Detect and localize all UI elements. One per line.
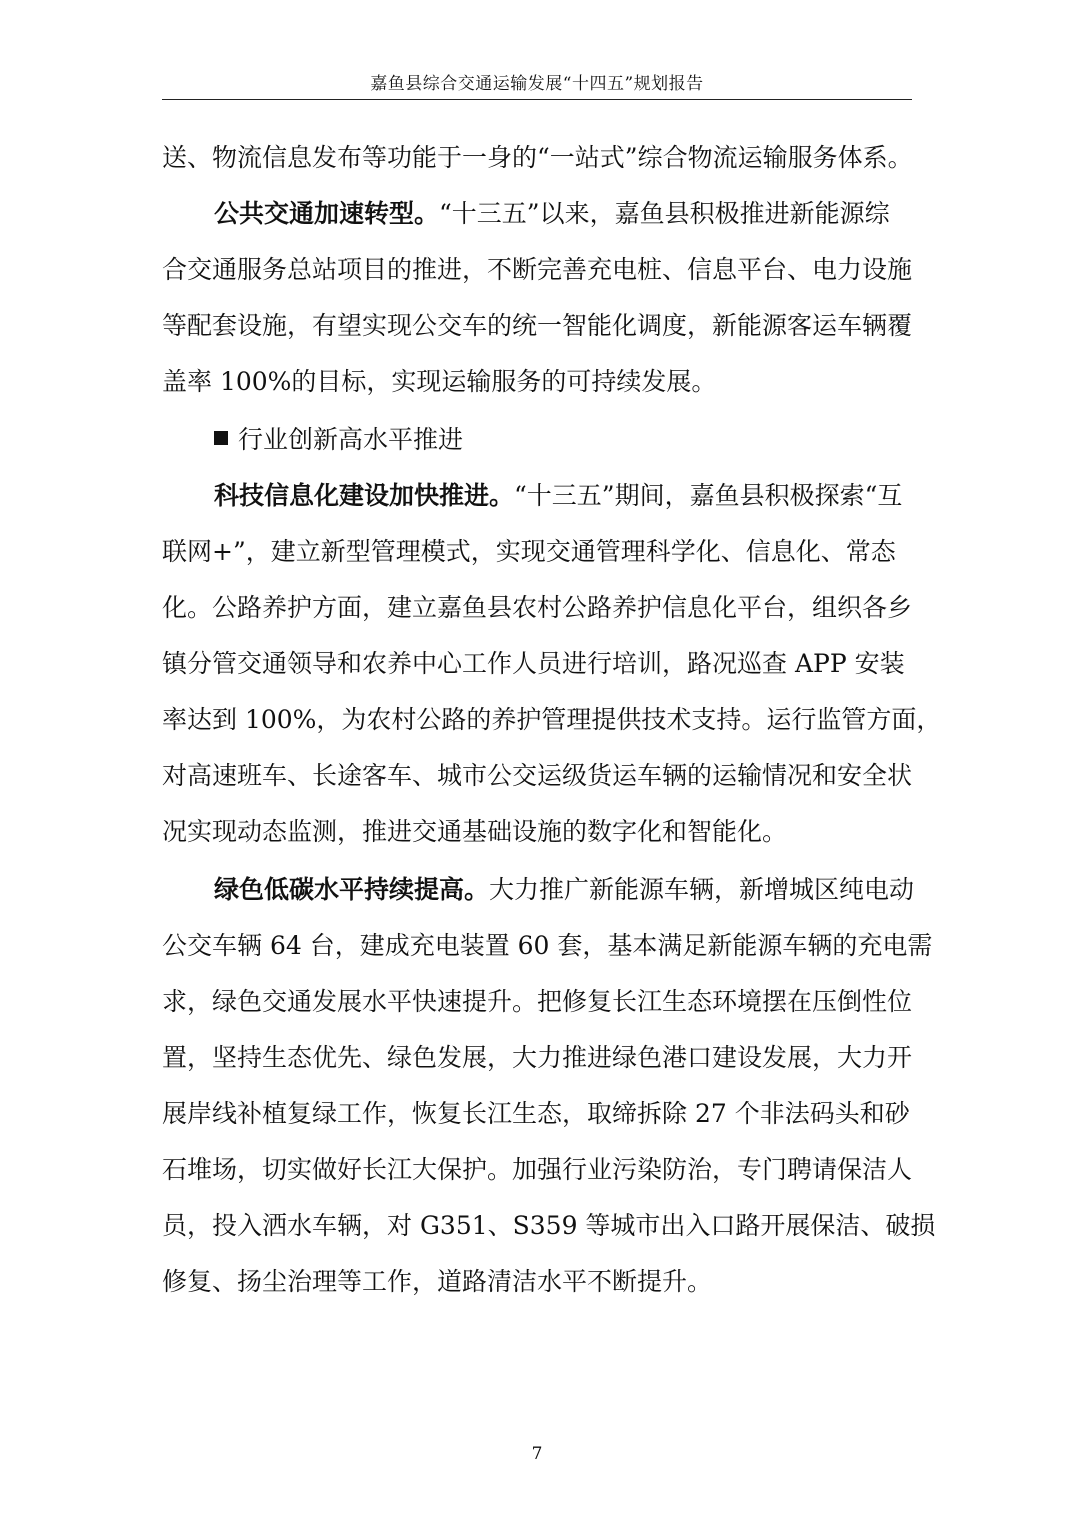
header-title: 嘉鱼县综合交通运输发展“十四五”规划报告: [370, 74, 704, 94]
paragraph-text: 置，坚持生态优先、绿色发展，大力推进绿色港口建设发展，大力开: [162, 1043, 913, 1072]
paragraph-lead: 科技信息化建设加快推进。: [214, 481, 515, 510]
page-number: 7: [531, 1444, 543, 1464]
paragraph-line: [162, 306, 912, 346]
paragraph-text: 对高速班车、长途客车、城市公交运级货运车辆的运输情况和安全状: [162, 761, 913, 790]
paragraph-text: 送、物流信息发布等功能于一身的“一站式”综合物流运输服务体系。: [162, 143, 913, 172]
header-rule: [162, 99, 912, 100]
paragraph-text: 修复、扬尘治理等工作，道路清洁水平不断提升。: [162, 1267, 713, 1296]
paragraph-line: [162, 926, 933, 966]
paragraph-text: 大力推广新能源车辆，新增城区纯电动: [489, 875, 915, 904]
paragraph-lead: 公共交通加速转型。: [214, 199, 440, 228]
paragraph-line: [214, 870, 915, 910]
paragraph-text: 员，投入洒水车辆，对 G351、S359 等城市出入口路开展保洁、破损: [162, 1211, 936, 1240]
paragraph-text: 况实现动态监测，推进交通基础设施的数字化和智能化。: [162, 817, 788, 846]
paragraph-line: [162, 644, 912, 684]
paragraph-text: 联网+”，建立新型管理模式，实现交通管理科学化、信息化、常态: [162, 537, 896, 566]
paragraph-line: [162, 138, 912, 178]
paragraph-line: [214, 194, 912, 234]
paragraph-line: [162, 1262, 912, 1302]
paragraph-line: [162, 1038, 912, 1078]
section-heading-text: 行业创新高水平推进: [238, 425, 464, 454]
black-square-bullet-icon: [214, 431, 228, 445]
paragraph-line: [214, 476, 912, 516]
paragraph-lead: 绿色低碳水平持续提高。: [214, 875, 490, 904]
paragraph-text: “十三五”期间，嘉鱼县积极探索“互: [514, 481, 903, 510]
paragraph-line: [162, 982, 912, 1022]
paragraph-text: “十三五”以来，嘉鱼县积极推进新能源综: [439, 199, 890, 228]
paragraph-line: [162, 812, 912, 852]
paragraph-line: [162, 532, 912, 572]
paragraph-text: 率达到 100%，为农村公路的养护管理提供技术支持。运行监管方面，: [162, 705, 942, 734]
paragraph-line: [162, 362, 912, 402]
paragraph-line: [162, 1094, 912, 1134]
paragraph-text: 镇分管交通领导和农养中心工作人员进行培训，路况巡查 APP 安装: [162, 649, 905, 678]
paragraph-line: [162, 1206, 936, 1246]
paragraph-text: 化。公路养护方面，建立嘉鱼县农村公路养护信息化平台，组织各乡: [162, 593, 913, 622]
paragraph-text: 求，绿色交通发展水平快速提升。把修复长江生态环境摆在压倒性位: [162, 987, 913, 1016]
paragraph-text: 盖率 100%的目标，实现运输服务的可持续发展。: [162, 367, 717, 396]
paragraph-line: [162, 700, 942, 740]
paragraph-text: 展岸线补植复绿工作，恢复长江生态，取缔拆除 27 个非法码头和砂: [162, 1099, 910, 1128]
section-heading: [214, 420, 463, 460]
paragraph-line: [162, 756, 912, 796]
paragraph-line: [162, 1150, 912, 1190]
paragraph-text: 合交通服务总站项目的推进，不断完善充电桩、信息平台、电力设施: [162, 255, 913, 284]
paragraph-text: 等配套设施，有望实现公交车的统一智能化调度，新能源客运车辆覆: [162, 311, 913, 340]
paragraph-line: [162, 588, 912, 628]
paragraph-text: 公交车辆 64 台，建成充电装置 60 套，基本满足新能源车辆的充电需: [162, 931, 933, 960]
paragraph-text: 石堆场，切实做好长江大保护。加强行业污染防治，专门聘请保洁人: [162, 1155, 913, 1184]
paragraph-line: [162, 250, 912, 290]
